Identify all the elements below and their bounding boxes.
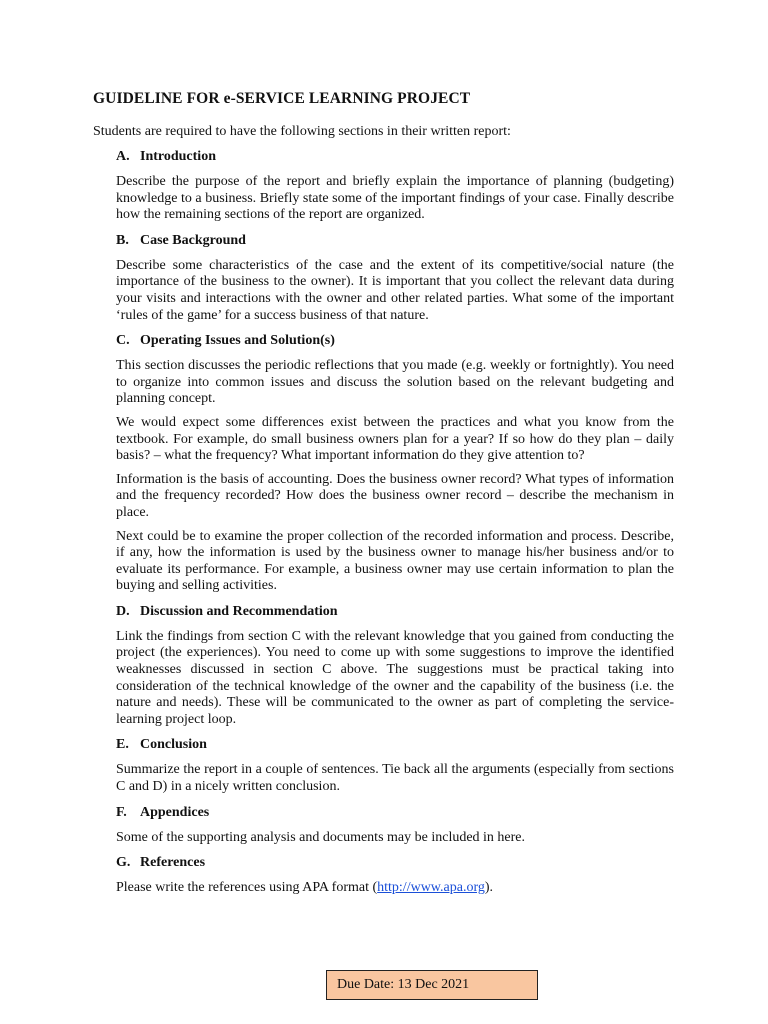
section-introduction [116,148,674,224]
section-letter: C. [116,333,130,349]
section-heading [116,804,674,821]
section-heading [116,148,674,165]
section-appendices [116,804,674,847]
due-date-box: Due Date: 13 Dec 2021 [326,970,538,1000]
section-heading [116,232,674,249]
section-conclusion [116,736,674,795]
references-paragraph [116,880,674,897]
section-heading [116,736,674,753]
section-paragraph: Describe some characteristics of the case and the extent of its competitive/social nature (the importance of the business to the owner). It is important that you collect the relevant data during your visits and interactions with the owner and other related parties. What some of the important ‘rules of the game’ for a success business of that nature. [116,257,674,323]
section-letter: E. [116,737,129,753]
section-letter: G. [116,855,131,871]
section-heading [116,603,674,620]
references-text-after: ). [484,880,494,896]
section-letter: A. [116,149,130,164]
apa-link[interactable]: http://www.apa.org [377,880,485,896]
section-discussion-recommendation [116,603,674,729]
section-heading [116,854,674,871]
section-letter: F. [116,804,127,820]
section-title: Introduction [140,149,216,164]
section-paragraph: Information is the basis of accounting. Does the business owner record? What types of information and the frequency recorded? How does the business owner record – describe the mechanism in place. [116,471,674,520]
section-letter: B. [116,232,129,248]
section-paragraph: Describe the purpose of the report and briefly explain the importance of planning (budgeting) knowledge to a business. Briefly state some of the important findings of your case. Finally describe how the remaining sections of the report are organized. [116,174,674,223]
section-title: References [140,855,206,871]
section-title: Discussion and Recommendation [140,603,338,619]
section-title: Appendices [140,804,210,820]
section-paragraph: We would expect some differences exist between the practices and what you know from the textbook. For example, do small business owners plan for a year? If so how do they plan – daily basis? – what the frequency? What important information do they give attention to? [116,414,674,464]
sections-container [116,148,674,905]
section-references [116,854,674,897]
section-case-background [116,232,674,324]
section-paragraph: Next could be to examine the proper collection of the recorded information and process. Describe, if any, how the information is used by the business owner to manage his/her business and/or to evaluate its performance. For example, a business owner may use certain information to plan the buying and selling activities. [116,528,674,594]
section-title: Operating Issues and Solution(s) [140,333,335,349]
section-paragraph: Some of the supporting analysis and documents may be included in here. [116,829,526,845]
document-title: GUIDELINE FOR e-SERVICE LEARNING PROJECT [93,90,471,107]
section-paragraph: Link the findings from section C with the relevant knowledge that you gained from conducting the project (the experiences). You need to come up with some suggestions to improve the identified weaknesses discussed in section C above. The suggestions must be practical taking into consideration of the technical knowledge of the owner and the capability of the business (i.e. the nature and needs). These will be communicated to the owner as part of completing the service-learning project loop. [116,628,674,727]
intro-text: Students are required to have the following sections in their written report: [93,124,511,139]
references-text-before: Please write the references using APA format ( [116,880,378,896]
section-letter: D. [116,603,130,619]
section-heading [116,332,674,349]
section-title: Case Background [140,232,246,248]
section-operating-issues [116,332,674,595]
section-paragraph: Summarize the report in a couple of sentences. Tie back all the arguments (especially from sections C and D) in a nicely written conclusion. [116,762,674,795]
section-title: Conclusion [140,737,207,753]
section-paragraph: This section discusses the periodic reflections that you made (e.g. weekly or fortnightly). You need to organize into common issues and discuss the solution based on the relevant budgeting and planning concept. [116,358,674,407]
